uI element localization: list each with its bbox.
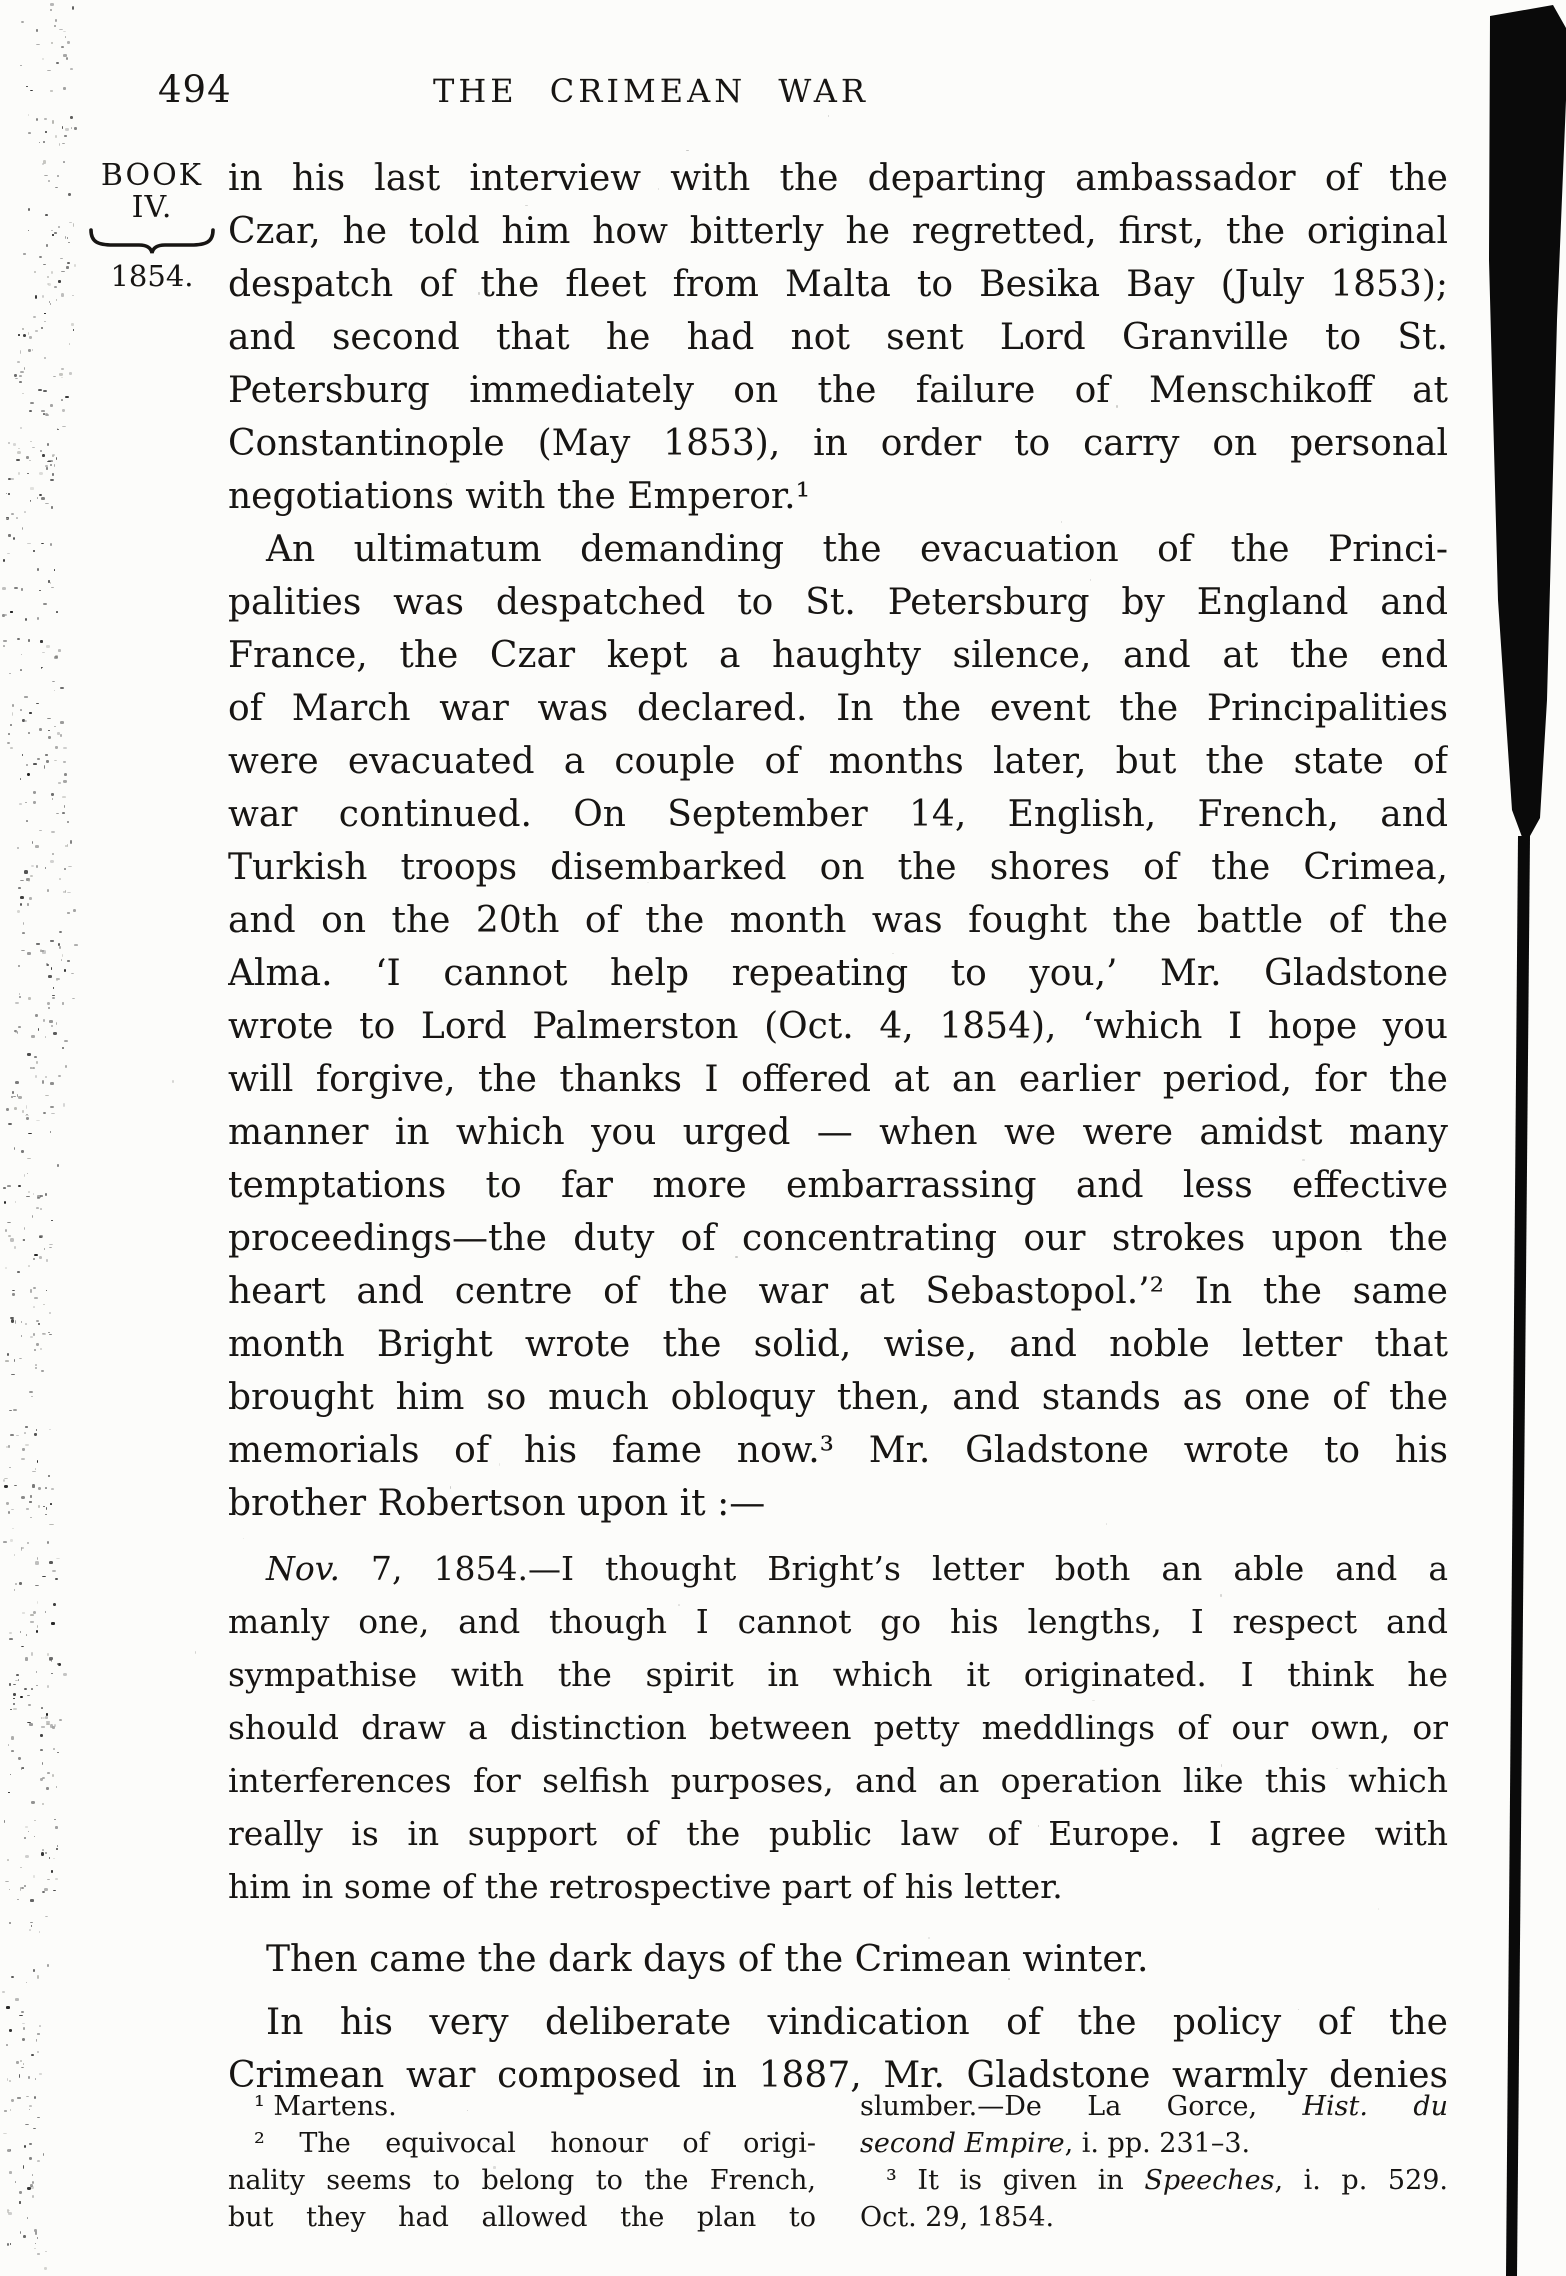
body-line: and second that he had not sent Lord Granville to St.	[228, 317, 1448, 358]
body-line: brother Robertson upon it :—	[228, 1483, 766, 1524]
body-line: palities was despatched to St. Petersburg by England and	[228, 582, 1448, 623]
body-line: Then came the dark days of the Crimean winter.	[266, 1939, 1149, 1980]
body-line: Czar, he told him how bitterly he regretted, first, the original	[228, 211, 1448, 252]
body-line: France, the Czar kept a haughty silence, and at the end	[228, 635, 1448, 676]
body-text	[228, 152, 1448, 2102]
underbrace-icon	[87, 227, 217, 255]
body-paragraph	[228, 523, 1448, 1530]
body-line: proceedings—the duty of concentrating our strokes upon the	[228, 1218, 1448, 1259]
body-line: month Bright wrote the solid, wise, and noble letter that	[228, 1324, 1448, 1365]
body-line: and on the 20th of the month was fought the battle of the	[228, 900, 1448, 941]
letter-quote-paragraph	[228, 1542, 1448, 1913]
body-line: Crimean war composed in 1887, Mr. Gladstone warmly denies	[228, 2055, 1448, 2096]
italic-run: Speeches	[1144, 2165, 1275, 2196]
italic-run: Nov.	[266, 1549, 340, 1588]
body-paragraph	[228, 1933, 1448, 1986]
running-title: THE CRIMEAN WAR	[433, 72, 869, 110]
page-number: 494	[158, 68, 232, 111]
text-run: , i. pp. 231–3.	[1064, 2128, 1251, 2159]
body-line: An ultimatum demanding the evacuation of the Princi-	[266, 529, 1448, 570]
footnote-line: ² The equivocal honour of origi-	[254, 2128, 816, 2159]
quote-line: him in some of the retrospective part of his letter.	[228, 1867, 1063, 1906]
footnote-line: but they had allowed the plan to	[228, 2202, 816, 2233]
italic-run: Hist. du	[1302, 2091, 1448, 2122]
text-run: 7, 1854.—I thought Bright’s letter both an able and a	[339, 1549, 1448, 1588]
italic-run: second Empire	[860, 2128, 1065, 2159]
text-run: ³ It is given in	[886, 2165, 1145, 2196]
margin-year: 1854.	[110, 259, 194, 293]
body-line: heart and centre of the war at Sebastopol.’² In the same	[228, 1271, 1448, 1312]
body-line: negotiations with the Emperor.¹	[228, 476, 811, 517]
footnote-line	[860, 2088, 1448, 2125]
margin-book-label: BOOK	[100, 158, 204, 193]
quote-line	[228, 1542, 1448, 1595]
body-line: were evacuated a couple of months later, but the state of	[228, 741, 1448, 782]
footnote-line	[860, 2162, 1448, 2199]
margin-book-number: IV.	[131, 189, 173, 225]
body-line: In his very deliberate vindication of the policy of the	[266, 2002, 1448, 2043]
body-line: Turkish troops disembarked on the shores of the Crimea,	[228, 847, 1448, 888]
margin-note	[84, 160, 220, 291]
text-run: , i. p. 529.	[1274, 2165, 1448, 2196]
footnote-line: nality seems to belong to the French,	[228, 2165, 816, 2196]
body-line: will forgive, the thanks I offered at an earlier period, for the	[228, 1059, 1448, 1100]
body-line: war continued. On September 14, English, French, and	[228, 794, 1448, 835]
body-line: brought him so much obloquy then, and stands as one of the	[228, 1377, 1448, 1418]
footnote-line: Oct. 29, 1854.	[860, 2202, 1055, 2233]
quote-line: manly one, and though I cannot go his lengths, I respect and	[228, 1602, 1448, 1641]
body-paragraph	[228, 1996, 1448, 2102]
quote-line: interferences for selfish purposes, and an operation like this which	[228, 1761, 1448, 1800]
body-line: temptations to far more embarrassing and less effective	[228, 1165, 1448, 1206]
footnote-line	[860, 2125, 1448, 2162]
body-line: wrote to Lord Palmerston (Oct. 4, 1854), ‘which I hope you	[228, 1006, 1448, 1047]
body-line: despatch of the fleet from Malta to Besika Bay (July 1853);	[228, 264, 1448, 305]
footnote-column-left	[228, 2088, 816, 2236]
footnotes	[228, 2088, 1448, 2236]
body-line: memorials of his fame now.³ Mr. Gladstone wrote to his	[228, 1430, 1448, 1471]
quote-line: should draw a distinction between petty meddlings of our own, or	[228, 1708, 1448, 1747]
body-line: Constantinople (May 1853), in order to carry on personal	[228, 423, 1448, 464]
body-line: of March war was declared. In the event the Principalities	[228, 688, 1448, 729]
body-line: Alma. ‘I cannot help repeating to you,’ Mr. Gladstone	[228, 953, 1448, 994]
body-line: in his last interview with the departing ambassador of the	[228, 158, 1448, 199]
footnote-column-right	[860, 2088, 1448, 2236]
body-paragraph	[228, 152, 1448, 523]
text-run: slumber.—De La Gorce,	[860, 2091, 1303, 2122]
body-line: manner in which you urged — when we were amidst many	[228, 1112, 1448, 1153]
quote-line: sympathise with the spirit in which it originated. I think he	[228, 1655, 1448, 1694]
footnote-line: ¹ Martens.	[254, 2091, 397, 2122]
body-line: Petersburg immediately on the failure of Menschikoff at	[228, 370, 1448, 411]
quote-line: really is in support of the public law of Europe. I agree with	[228, 1814, 1448, 1853]
